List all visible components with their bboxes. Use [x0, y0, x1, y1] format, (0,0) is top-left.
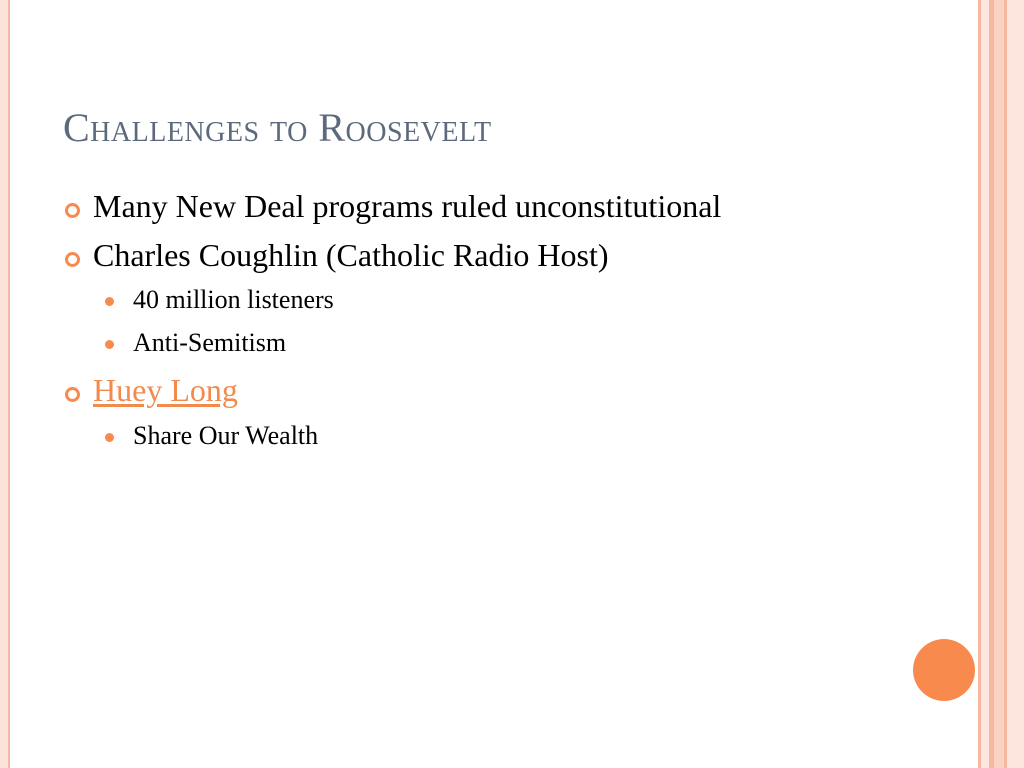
slide-title: Challenges to Roosevelt	[63, 105, 492, 150]
ring-bullet-icon	[65, 387, 80, 402]
huey-long-link[interactable]: Huey Long	[93, 372, 238, 408]
sub-bullet-text: Share Our Wealth	[133, 421, 319, 450]
ring-bullet-icon	[65, 252, 80, 267]
dot-bullet-icon	[105, 433, 114, 442]
sub-bullet-text: Anti-Semitism	[133, 328, 287, 357]
bullet-text: Charles Coughlin (Catholic Radio Host)	[93, 237, 609, 273]
ring-bullet-icon	[65, 203, 80, 218]
dot-bullet-icon	[105, 297, 114, 306]
bullet-text: Many New Deal programs ruled unconstitutional	[93, 188, 722, 224]
dot-bullet-icon	[105, 340, 114, 349]
sub-bullet-text: 40 million listeners	[133, 285, 334, 314]
